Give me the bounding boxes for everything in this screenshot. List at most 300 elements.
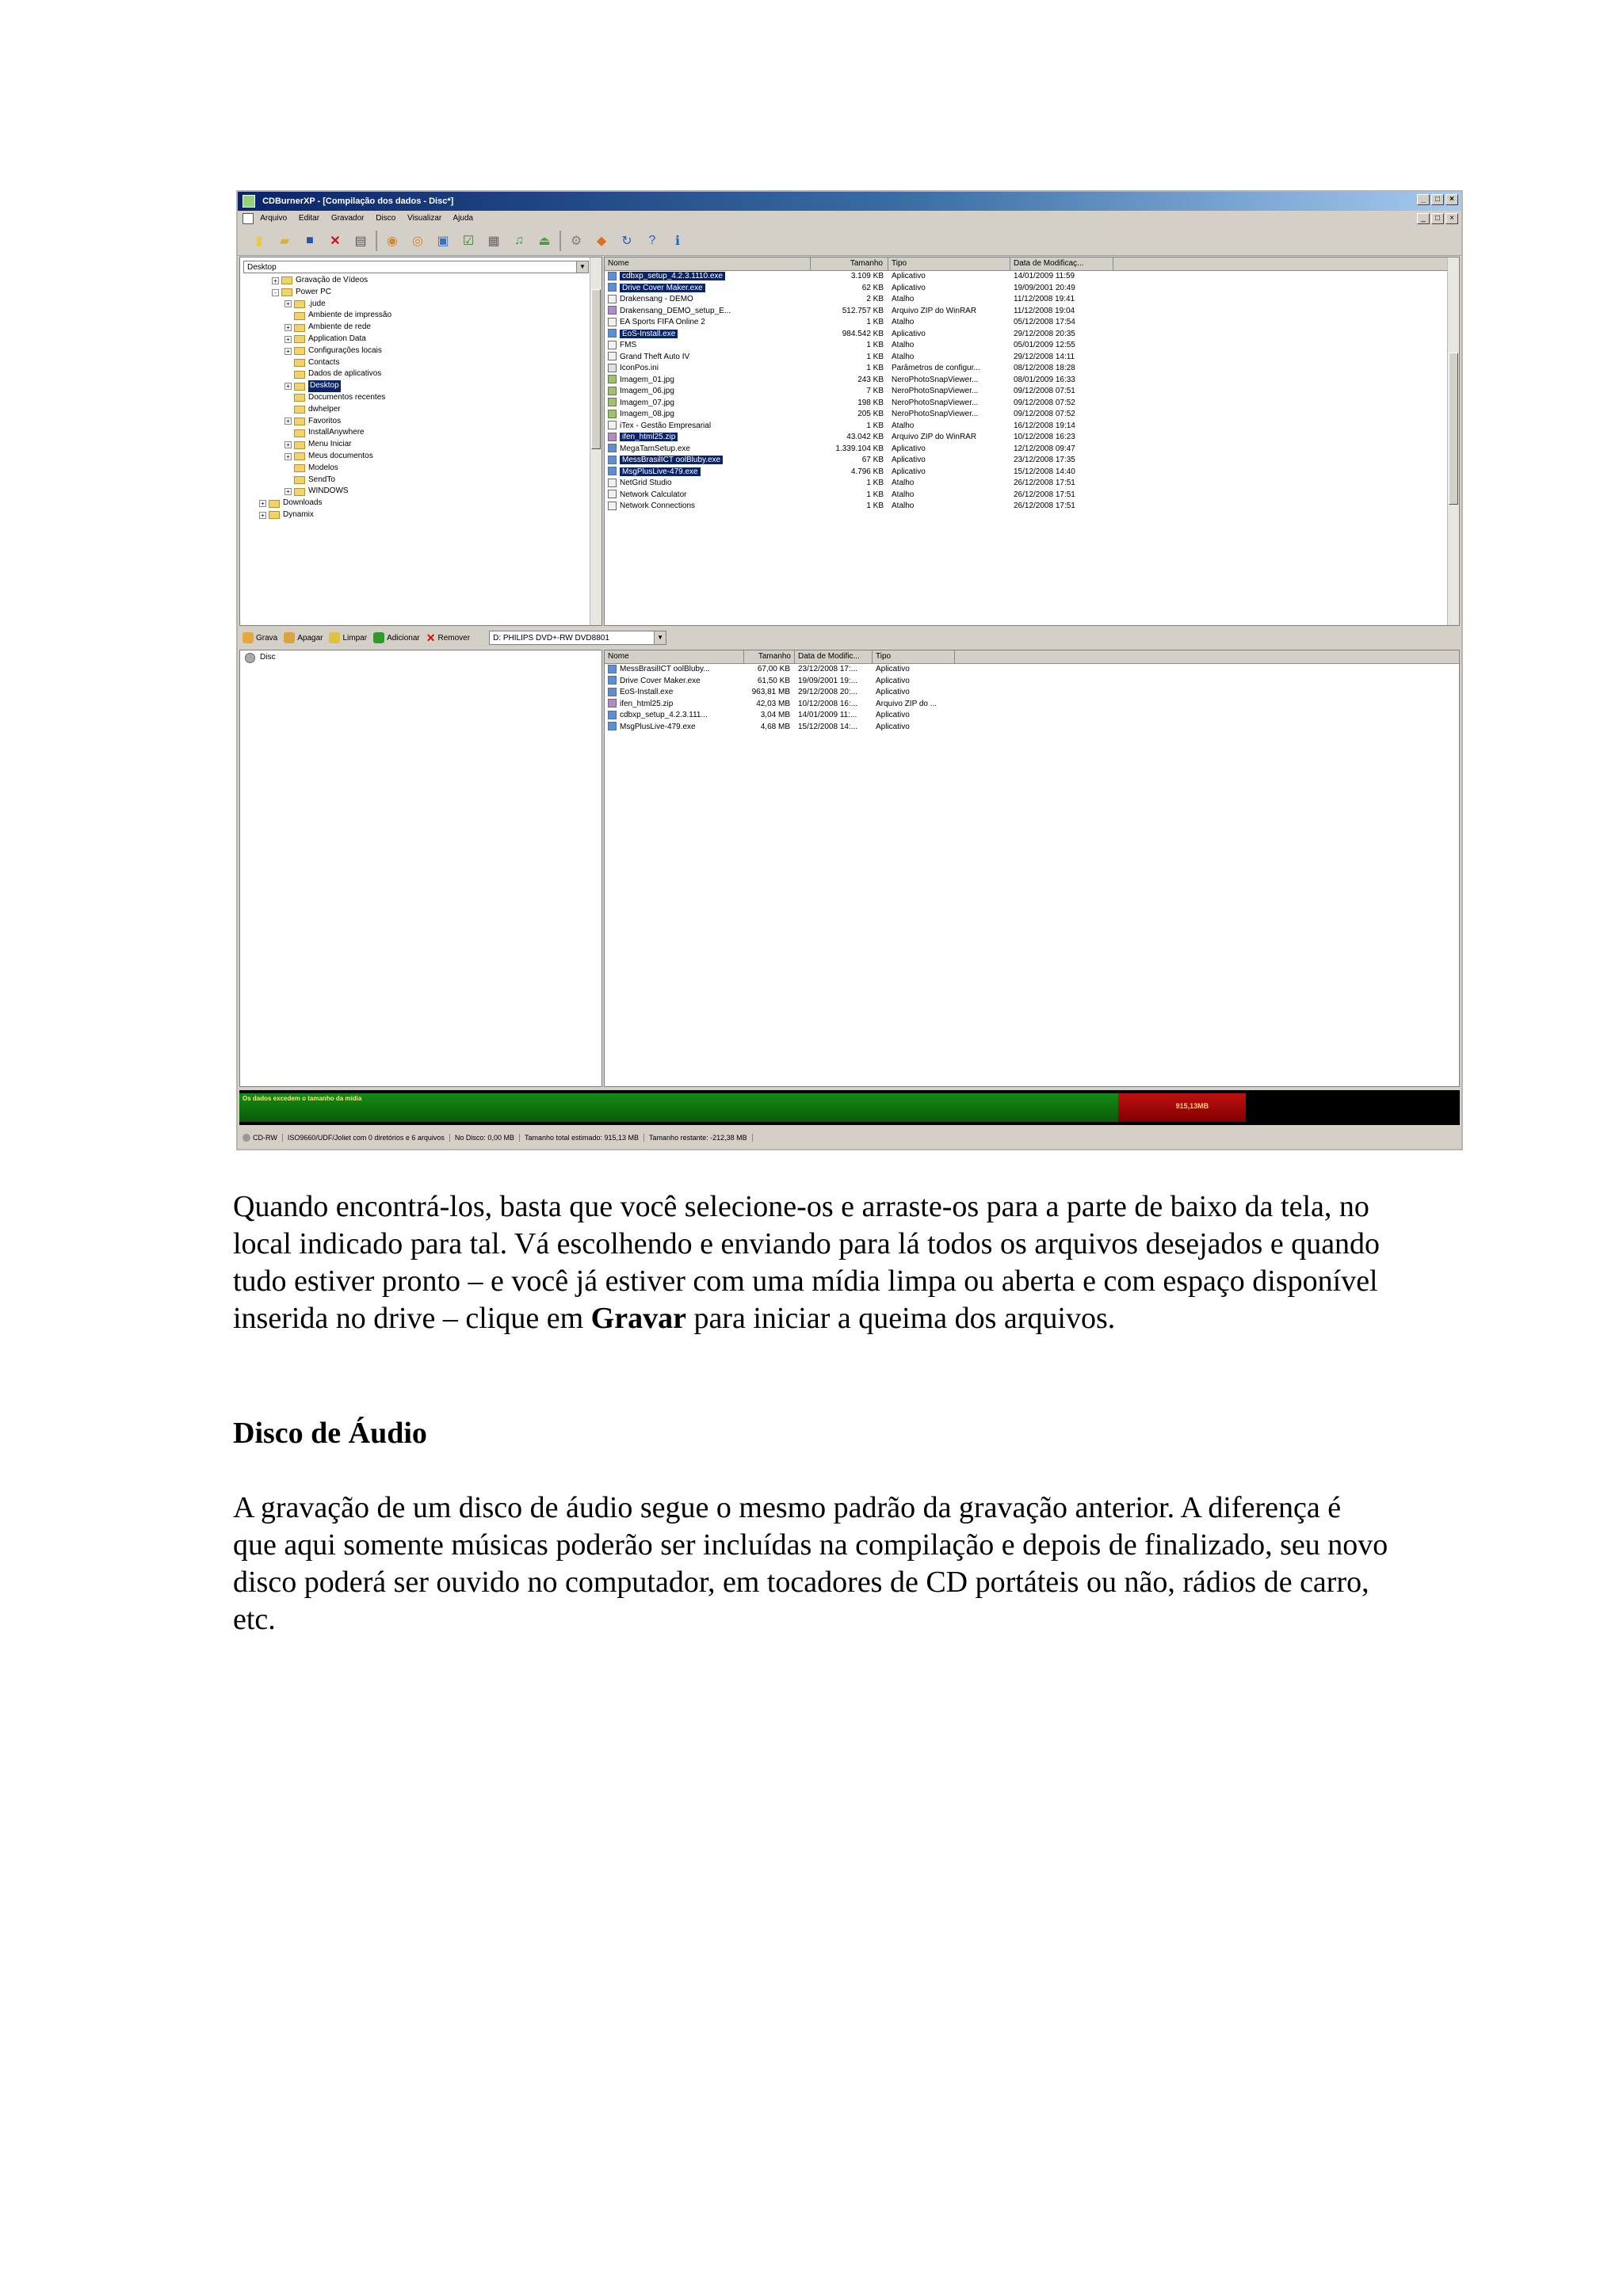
list-item[interactable] xyxy=(605,710,1459,722)
refresh-icon[interactable]: ↻ xyxy=(621,235,632,248)
tree-node[interactable] xyxy=(240,334,590,345)
list-item[interactable] xyxy=(605,329,1448,341)
clear-button[interactable] xyxy=(329,632,367,643)
app-file-icon xyxy=(608,329,617,338)
cell-type: NeroPhotoSnapViewer... xyxy=(892,375,979,384)
folder-icon xyxy=(294,488,305,496)
cell-name xyxy=(605,294,811,306)
cell-date: 11/12/2008 19:04 xyxy=(1014,306,1075,315)
mdi-close-button[interactable]: × xyxy=(1445,213,1458,224)
tree-scrollbar[interactable] xyxy=(590,257,601,625)
cell-type: Aplicativo xyxy=(892,456,926,464)
cell-size: 243 KB xyxy=(857,375,884,384)
cell-type: NeroPhotoSnapViewer... xyxy=(892,387,979,395)
document-icon xyxy=(242,213,254,224)
cell-date: 10/12/2008 16:... xyxy=(798,699,858,708)
cell-date: 14/01/2009 11:59 xyxy=(1014,272,1075,280)
tree-node-label: InstallAnywhere xyxy=(308,428,365,437)
burn-label: Grava xyxy=(256,633,278,643)
cell-name xyxy=(605,363,811,375)
cell-type: NeroPhotoSnapViewer... xyxy=(892,410,979,418)
tree-node[interactable] xyxy=(240,392,590,404)
list-item[interactable] xyxy=(605,294,1448,306)
expand-icon[interactable]: + xyxy=(285,348,292,355)
list-item[interactable] xyxy=(605,699,1459,711)
list-item[interactable] xyxy=(605,409,1448,421)
column-header-date[interactable]: Data de Modificaç... xyxy=(1010,257,1113,270)
cell-date: 15/12/2008 14:40 xyxy=(1014,467,1075,476)
list-item[interactable] xyxy=(605,283,1448,295)
status-total-size: Tamanho total estimado: 915,13 MB xyxy=(520,1134,644,1142)
cell-size: 2 KB xyxy=(866,295,884,303)
close-button[interactable]: × xyxy=(1445,194,1458,205)
expand-icon[interactable]: + xyxy=(285,383,292,390)
tree-node-label: dwhelper xyxy=(308,404,341,414)
file-name: Grand Theft Auto IV xyxy=(620,352,690,361)
cell-date: 26/12/2008 17:51 xyxy=(1014,502,1075,510)
comp-header-size[interactable]: Tamanho xyxy=(744,650,795,663)
disc-icon xyxy=(245,653,255,663)
tree-node[interactable] xyxy=(240,509,590,521)
folder-icon xyxy=(294,394,305,402)
cell-type: Aplicativo xyxy=(892,272,926,280)
file-name: Imagem_08.jpg xyxy=(620,410,674,418)
tree-location-combo[interactable] xyxy=(243,261,589,273)
tree-node-label: Application Data xyxy=(308,334,366,343)
collapse-icon[interactable]: - xyxy=(272,289,279,296)
expand-icon[interactable]: + xyxy=(285,488,292,495)
section-heading: Disco de Áudio xyxy=(233,1417,427,1450)
img-file-icon xyxy=(608,387,617,395)
tree-node[interactable] xyxy=(240,404,590,416)
file-name: Network Calculator xyxy=(620,490,687,499)
cell-type: Arquivo ZIP do WinRAR xyxy=(892,306,977,315)
remove-button[interactable] xyxy=(426,631,470,645)
cell-name xyxy=(605,699,744,711)
tree-node[interactable] xyxy=(240,498,590,509)
cell-name xyxy=(605,664,744,676)
remove-label: Remover xyxy=(437,633,471,643)
tree-node[interactable] xyxy=(240,322,590,334)
list-item[interactable] xyxy=(605,363,1448,375)
capacity-used-fill xyxy=(239,1093,1118,1122)
cell-size: 4.796 KB xyxy=(850,467,884,476)
folder-tree xyxy=(240,275,590,521)
list-item[interactable] xyxy=(605,398,1448,410)
app-file-icon xyxy=(608,665,617,673)
cell-date: 08/01/2009 16:33 xyxy=(1014,375,1075,384)
delete-icon[interactable]: ✕ xyxy=(330,235,341,248)
cell-date: 23/12/2008 17:35 xyxy=(1014,456,1075,464)
tree-node[interactable] xyxy=(240,463,590,475)
burn-button[interactable] xyxy=(242,632,277,643)
folder-icon xyxy=(281,277,292,284)
gravar-emphasis: Gravar xyxy=(590,1302,686,1335)
cfg-file-icon xyxy=(608,364,617,372)
cell-name xyxy=(605,432,811,444)
cell-size: 1.339.104 KB xyxy=(835,444,884,453)
cell-type: Aplicativo xyxy=(876,722,910,731)
short-file-icon xyxy=(608,318,617,326)
cell-date: 29/12/2008 14:11 xyxy=(1014,352,1075,361)
status-remaining: Tamanho restante: -212,38 MB xyxy=(644,1134,753,1142)
comp-header-type[interactable]: Tipo xyxy=(873,650,955,663)
add-files-icon[interactable]: ☑ xyxy=(462,235,475,248)
app-file-icon xyxy=(608,444,617,452)
cell-date: 26/12/2008 17:51 xyxy=(1014,479,1075,487)
file-list-scrollbar[interactable] xyxy=(1447,257,1459,625)
tree-node[interactable] xyxy=(240,357,590,369)
file-name: iTex - Gestão Empresarial xyxy=(620,421,712,430)
tree-node-label: Documentos recentes xyxy=(308,392,386,402)
clear-icon xyxy=(329,632,340,643)
burn-image-icon[interactable]: ▦ xyxy=(487,235,500,248)
folder-icon xyxy=(294,429,305,437)
file-name: MsgPlusLive-479.exe xyxy=(620,467,701,476)
cell-type: Atalho xyxy=(892,341,915,349)
status-filesystem: ISO9660/UDF/Joliet com 0 diretórios e 6 arquivos xyxy=(283,1134,450,1142)
new-compilation-icon[interactable]: ▮ xyxy=(255,235,263,248)
file-list-header xyxy=(605,257,1448,271)
cell-size: 62 KB xyxy=(861,283,884,292)
folder-icon xyxy=(294,418,305,425)
file-name: EoS-Install.exe xyxy=(620,330,678,338)
cell-type: Parâmetros de configur... xyxy=(892,364,980,372)
file-name: Imagem_01.jpg xyxy=(620,375,674,384)
cell-name xyxy=(605,467,811,479)
cell-date: 08/12/2008 18:28 xyxy=(1014,364,1075,372)
maximize-button[interactable]: □ xyxy=(1431,194,1444,205)
list-item[interactable] xyxy=(605,432,1448,444)
cell-date: 10/12/2008 16:23 xyxy=(1014,433,1075,441)
expand-icon[interactable]: + xyxy=(285,336,292,343)
tree-node-label: Desktop xyxy=(308,380,341,392)
cell-name xyxy=(605,490,811,502)
cell-name xyxy=(605,687,744,699)
folder-icon xyxy=(294,312,305,320)
paragraph-instructions-text: Quando encontrá-los, basta que você selecione-os e arraste-os para a parte de baixo da tela, no local indicado para tal. Vá escolhendo e enviando para lá todos os arquivos desejados e quando tudo estiver pronto – e você já estiver com uma mídia limpa ou aberta e com espaço disponível inserida no drive – clique em xyxy=(233,1190,1381,1335)
folder-icon xyxy=(294,464,305,472)
app-file-icon xyxy=(608,272,617,280)
cell-size: 7 KB xyxy=(866,387,884,395)
expand-icon[interactable]: + xyxy=(285,300,292,307)
file-name: MessBrasilICT oolBluby... xyxy=(620,665,710,673)
tree-node[interactable] xyxy=(240,475,590,486)
list-item[interactable] xyxy=(605,455,1448,467)
list-item[interactable] xyxy=(605,501,1448,513)
tree-node-label: Dados de aplicativos xyxy=(308,369,382,379)
menu-gravador[interactable]: Gravador xyxy=(330,214,365,223)
cell-size: 1 KB xyxy=(866,479,884,487)
tree-node[interactable] xyxy=(240,486,590,498)
cell-size: 198 KB xyxy=(857,398,884,407)
cell-date: 15/12/2008 14:... xyxy=(798,722,858,731)
eject-icon[interactable]: ⏏ xyxy=(538,235,551,248)
zip-file-icon xyxy=(608,433,617,441)
cell-type: Atalho xyxy=(892,318,915,326)
cell-name xyxy=(605,306,811,318)
cd-icon xyxy=(242,1134,250,1142)
list-item[interactable] xyxy=(605,478,1448,490)
tree-node-label: Gravação de Vídeos xyxy=(296,276,369,284)
app-file-icon xyxy=(608,676,617,685)
tree-node[interactable] xyxy=(240,380,590,392)
expand-icon[interactable]: + xyxy=(285,418,292,425)
cdburner-screenshot xyxy=(236,190,1463,1150)
expand-icon[interactable]: + xyxy=(259,512,266,519)
img-file-icon xyxy=(608,410,617,418)
cell-size: 1 KB xyxy=(866,341,884,349)
file-name: Drive Cover Maker.exe xyxy=(620,284,705,292)
file-name: MessBrasilICT oolBluby.exe xyxy=(620,456,723,464)
compilation-toolbar xyxy=(239,627,1460,648)
cell-size: 1 KB xyxy=(866,318,884,326)
cell-name xyxy=(605,340,811,352)
cell-name xyxy=(605,710,744,722)
cell-size: 67,00 KB xyxy=(757,665,790,673)
list-item[interactable] xyxy=(605,340,1448,352)
list-item[interactable] xyxy=(605,386,1448,398)
menu-arquivo[interactable]: Arquivo xyxy=(260,214,288,223)
cell-size: 963,81 MB xyxy=(751,688,790,696)
cell-type: Aplicativo xyxy=(892,283,926,292)
tree-node[interactable] xyxy=(240,368,590,380)
paragraph-instructions-end: para iniciar a queima dos arquivos. xyxy=(685,1302,1116,1335)
list-item[interactable] xyxy=(605,352,1448,364)
compilation-header xyxy=(605,650,1459,664)
file-name: Imagem_06.jpg xyxy=(620,387,674,395)
list-item[interactable] xyxy=(605,375,1448,387)
cell-size: 1 KB xyxy=(866,352,884,361)
expand-icon[interactable]: + xyxy=(285,324,292,331)
status-on-disc: No Disco: 0,00 MB xyxy=(450,1134,520,1142)
cell-size: 512.757 KB xyxy=(842,306,884,315)
tree-node[interactable] xyxy=(240,451,590,463)
list-item[interactable] xyxy=(605,490,1448,502)
tree-node-label: Downloads xyxy=(283,498,323,508)
cell-size: 67 KB xyxy=(861,456,884,464)
audio-disc-icon[interactable]: ♫ xyxy=(514,234,524,247)
cell-date: 23/12/2008 17:... xyxy=(798,665,858,673)
cell-size: 205 KB xyxy=(857,410,884,418)
cell-size: 1 KB xyxy=(866,421,884,430)
cell-size: 3.109 KB xyxy=(850,272,884,280)
file-name: ifen_html25.zip xyxy=(620,433,678,441)
cell-size: 1 KB xyxy=(866,364,884,372)
compilation-list xyxy=(605,664,1459,733)
folder-icon xyxy=(294,335,305,343)
cell-type: Arquivo ZIP do ... xyxy=(876,699,938,708)
drive-select[interactable] xyxy=(489,631,666,645)
tree-node-label: Favoritos xyxy=(308,416,342,425)
minimize-button[interactable]: _ xyxy=(1417,194,1430,205)
cell-type: Atalho xyxy=(892,502,915,510)
cell-name xyxy=(605,501,811,513)
cell-date: 05/01/2009 12:55 xyxy=(1014,341,1075,349)
toolbar-separator xyxy=(376,231,377,251)
toolbar-separator xyxy=(559,231,561,251)
file-name: MsgPlusLive-479.exe xyxy=(620,722,696,731)
tree-node[interactable] xyxy=(240,275,590,287)
erase-button[interactable] xyxy=(284,632,323,643)
list-item[interactable] xyxy=(605,467,1448,479)
print-icon[interactable]: ▤ xyxy=(354,235,367,248)
list-item[interactable] xyxy=(605,687,1459,699)
app-file-icon xyxy=(608,688,617,696)
expand-icon[interactable]: + xyxy=(272,277,279,284)
cell-size: 1 KB xyxy=(866,502,884,510)
tree-node-label: SendTo xyxy=(308,475,335,484)
info-icon[interactable]: ℹ xyxy=(674,235,681,248)
expand-icon[interactable]: + xyxy=(285,441,292,448)
file-name: FMS xyxy=(620,341,637,349)
zip-file-icon xyxy=(608,699,617,707)
file-name: IconPos.ini xyxy=(620,364,659,372)
help-icon[interactable]: ? xyxy=(648,234,656,247)
tree-node[interactable] xyxy=(240,310,590,322)
cell-type: Aplicativo xyxy=(892,467,926,476)
mdi-minimize-button[interactable]: _ xyxy=(1417,213,1430,224)
list-item[interactable] xyxy=(605,664,1459,676)
tree-node-label: Meus documentos xyxy=(308,451,373,460)
tree-node-label: Dynamix xyxy=(283,509,314,519)
cell-date: 14/01/2009 11:... xyxy=(798,711,857,719)
list-item[interactable] xyxy=(605,676,1459,688)
tree-node[interactable] xyxy=(240,345,590,357)
list-item[interactable] xyxy=(605,271,1448,283)
expand-icon[interactable]: + xyxy=(259,500,266,507)
short-file-icon xyxy=(608,341,617,349)
cell-name xyxy=(605,271,811,283)
list-item[interactable] xyxy=(605,421,1448,433)
folder-icon xyxy=(294,371,305,379)
cell-type: Aplicativo xyxy=(876,688,910,696)
folder-icon xyxy=(294,359,305,367)
zip-file-icon xyxy=(608,306,617,315)
open-folder-icon[interactable]: ▰ xyxy=(279,235,290,248)
copy-disc-icon[interactable]: ▣ xyxy=(437,235,449,248)
tree-node[interactable] xyxy=(240,427,590,439)
cell-size: 61,50 KB xyxy=(757,676,790,685)
cell-name xyxy=(605,478,811,490)
cell-name xyxy=(605,398,811,410)
cell-date: 26/12/2008 17:51 xyxy=(1014,490,1075,499)
short-file-icon xyxy=(608,421,617,429)
cell-type: Atalho xyxy=(892,490,915,499)
web-icon[interactable]: ◆ xyxy=(596,235,607,248)
file-name: EoS-Install.exe xyxy=(620,688,674,696)
column-header-name[interactable]: Nome xyxy=(605,257,811,270)
file-name: MegaTamSetup.exe xyxy=(620,444,690,453)
folder-icon xyxy=(269,500,280,508)
folder-icon xyxy=(281,288,292,296)
cell-date: 29/12/2008 20:35 xyxy=(1014,329,1075,338)
tree-node[interactable] xyxy=(240,299,590,311)
erase-disc-icon[interactable]: ◎ xyxy=(412,235,423,248)
main-toolbar xyxy=(238,227,1461,256)
burn-disc-icon[interactable]: ◉ xyxy=(387,235,398,248)
title-bar xyxy=(238,192,1461,211)
app-file-icon xyxy=(608,283,617,292)
cell-name xyxy=(605,329,811,341)
file-list xyxy=(605,271,1448,513)
cell-date: 19/09/2001 19:... xyxy=(798,676,858,685)
app-file-icon xyxy=(608,722,617,730)
add-button[interactable] xyxy=(373,632,420,643)
short-file-icon xyxy=(608,502,617,510)
settings-icon[interactable]: ⚙ xyxy=(570,235,582,248)
column-header-size[interactable]: Tamanho xyxy=(811,257,888,270)
expand-icon[interactable]: + xyxy=(285,453,292,460)
erase-label: Apagar xyxy=(297,633,323,643)
chevron-down-icon[interactable]: ▼ xyxy=(654,631,666,644)
list-item[interactable] xyxy=(605,722,1459,734)
menu-bar xyxy=(238,211,1461,227)
folder-icon xyxy=(294,476,305,484)
file-name: NetGrid Studio xyxy=(620,479,672,487)
file-name: Drive Cover Maker.exe xyxy=(620,676,701,685)
drive-select-value: D: PHILIPS DVD+-RW DVD8801 xyxy=(493,634,609,643)
app-file-icon xyxy=(608,467,617,475)
tree-node-label: Menu Iniciar xyxy=(308,440,352,449)
tree-node[interactable] xyxy=(240,287,590,299)
file-name: Imagem_07.jpg xyxy=(620,398,674,407)
app-file-icon xyxy=(608,711,617,719)
cell-date: 09/12/2008 07:52 xyxy=(1014,398,1075,407)
cell-date: 05/12/2008 17:54 xyxy=(1014,318,1075,326)
tree-node[interactable] xyxy=(240,439,590,451)
cell-size: 3,04 MB xyxy=(760,711,790,719)
compilation-pane xyxy=(604,650,1460,1087)
cell-date: 11/12/2008 19:41 xyxy=(1014,295,1075,303)
comp-header-date[interactable]: Data de Modific... xyxy=(795,650,873,663)
folder-icon xyxy=(294,300,305,308)
cell-name xyxy=(605,352,811,364)
column-header-type[interactable]: Tipo xyxy=(888,257,1010,270)
file-name: EA Sports FIFA Online 2 xyxy=(620,318,705,326)
capacity-value: 915,13MB xyxy=(1175,1102,1209,1110)
tree-node[interactable] xyxy=(240,416,590,428)
menu-editar[interactable]: Editar xyxy=(298,214,320,223)
cell-size: 43.042 KB xyxy=(846,433,884,441)
cell-name xyxy=(605,722,744,734)
list-item[interactable] xyxy=(605,444,1448,456)
cell-name xyxy=(605,409,811,421)
cell-type: Aplicativo xyxy=(876,676,910,685)
tree-location-value: Desktop xyxy=(247,263,277,272)
folder-icon xyxy=(294,406,305,414)
disc-root-node[interactable] xyxy=(240,652,601,664)
cell-date: 09/12/2008 07:51 xyxy=(1014,387,1075,395)
cell-type: Aplicativo xyxy=(892,444,926,453)
menu-disco[interactable]: Disco xyxy=(376,214,396,223)
list-item[interactable] xyxy=(605,317,1448,329)
save-icon[interactable]: ■ xyxy=(306,234,314,247)
cell-type: NeroPhotoSnapViewer... xyxy=(892,398,979,407)
list-item[interactable] xyxy=(605,306,1448,318)
comp-header-name[interactable]: Nome xyxy=(605,650,744,663)
remove-icon: ✕ xyxy=(426,631,436,644)
chevron-down-icon[interactable]: ▼ xyxy=(576,261,588,273)
menu-ajuda[interactable]: Ajuda xyxy=(453,214,474,223)
cell-size: 4,68 MB xyxy=(760,722,790,731)
mdi-restore-button[interactable]: □ xyxy=(1431,213,1444,224)
menu-visualizar[interactable]: Visualizar xyxy=(407,214,442,223)
cell-type: Atalho xyxy=(892,352,915,361)
capacity-bar xyxy=(239,1090,1460,1125)
file-name: Drakensang - DEMO xyxy=(620,295,693,303)
short-file-icon xyxy=(608,352,617,360)
